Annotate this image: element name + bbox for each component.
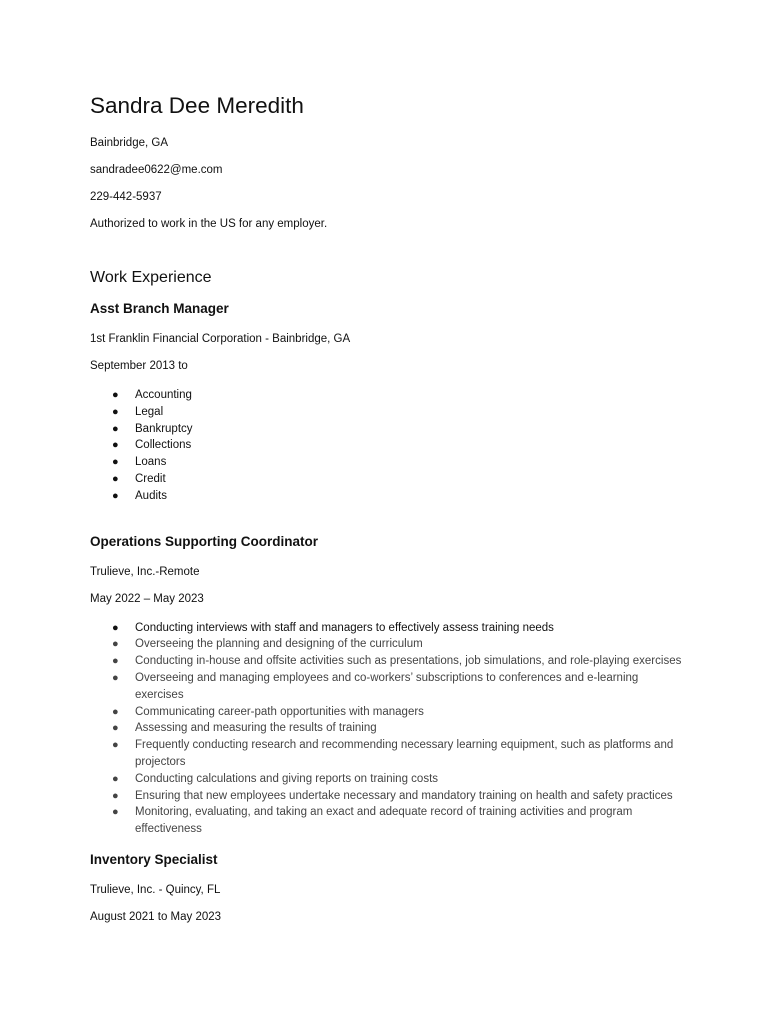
list-item: ● Assessing and measuring the results of training [90, 720, 690, 737]
job-entry [90, 300, 690, 505]
bullet-icon: ● [112, 705, 119, 718]
job-entry [90, 533, 690, 838]
list-item: ● Monitoring, evaluating, and taking an exact and adequate record of training activities and program effectiveness [112, 806, 633, 836]
work-authorization: Authorized to work in the US for any employer. [90, 218, 328, 230]
list-item: ● Overseeing the planning and designing of the curriculum [90, 636, 690, 653]
bullet-icon: ● [112, 472, 119, 485]
email: sandradee0622@me.com [90, 164, 223, 176]
job-company: 1st Franklin Financial Corporation - Bainbridge, GA [90, 333, 351, 345]
list-item: ● Accounting [90, 387, 690, 404]
bullet-icon: ● [112, 489, 119, 502]
list-item: ● Loans [90, 454, 690, 471]
bullet-icon: ● [112, 722, 119, 735]
job-company: Trulieve, Inc. - Quincy, FL [90, 883, 221, 896]
job-company: Trulieve, Inc.-Remote [90, 565, 200, 578]
list-item: ● Credit [90, 471, 690, 488]
list-item: ● Audits [90, 488, 690, 505]
bullet-icon: ● [112, 789, 119, 802]
bullet-icon: ● [112, 655, 119, 668]
bullet-icon: ● [112, 422, 119, 435]
phone: 229-442-5937 [90, 191, 162, 203]
bullet-icon: ● [112, 439, 119, 452]
section-title-work-experience: Work Experience [90, 269, 212, 286]
list-item: ● Bankruptcy [90, 421, 690, 438]
location: Bainbridge, GA [90, 137, 168, 149]
bullet-icon: ● [112, 739, 119, 752]
job-title: Operations Supporting Coordinator [90, 533, 318, 549]
list-item: ● Conducting in-house and offsite activities such as presentations, job simulations, and role-playing exercises [90, 653, 690, 670]
list-item: ● Collections [90, 437, 690, 454]
bullet-icon: ● [112, 456, 119, 469]
bullet-icon: ● [112, 671, 119, 684]
job-dates: August 2021 to May 2023 [90, 910, 222, 923]
list-item: ● Conducting interviews with staff and managers to effectively assess training needs [90, 620, 690, 637]
job-title: Asst Branch Manager [90, 301, 229, 316]
list-item: ● Conducting calculations and giving reports on training costs [90, 771, 690, 788]
job-dates: May 2022 – May 2023 [90, 592, 204, 605]
job-entry [90, 851, 690, 924]
bullet-icon: ● [112, 772, 119, 785]
job-title: Inventory Specialist [90, 851, 218, 867]
job-dates: September 2013 to [90, 360, 188, 372]
list-item: ● Legal [90, 404, 690, 421]
bullet-icon: ● [112, 638, 119, 651]
candidate-name: Sandra Dee Meredith [90, 93, 304, 118]
bullet-icon: ● [112, 621, 119, 634]
job-duties-list [90, 387, 690, 505]
job-duties-list [90, 620, 690, 838]
list-item: ● Frequently conducting research and recommending necessary learning equipment, such as platforms and projectors [112, 739, 674, 768]
bullet-icon: ● [112, 389, 119, 401]
resume-page [90, 92, 690, 924]
list-item: ● Ensuring that new employees undertake necessary and mandatory training on health and safety practices [90, 788, 690, 805]
list-item: ● Overseeing and managing employees and co-workers’ subscriptions to conferences and e-learning exercises [112, 671, 639, 701]
bullet-icon: ● [112, 806, 119, 819]
bullet-icon: ● [112, 405, 119, 418]
list-item: ● Communicating career-path opportunities with managers [90, 704, 690, 721]
